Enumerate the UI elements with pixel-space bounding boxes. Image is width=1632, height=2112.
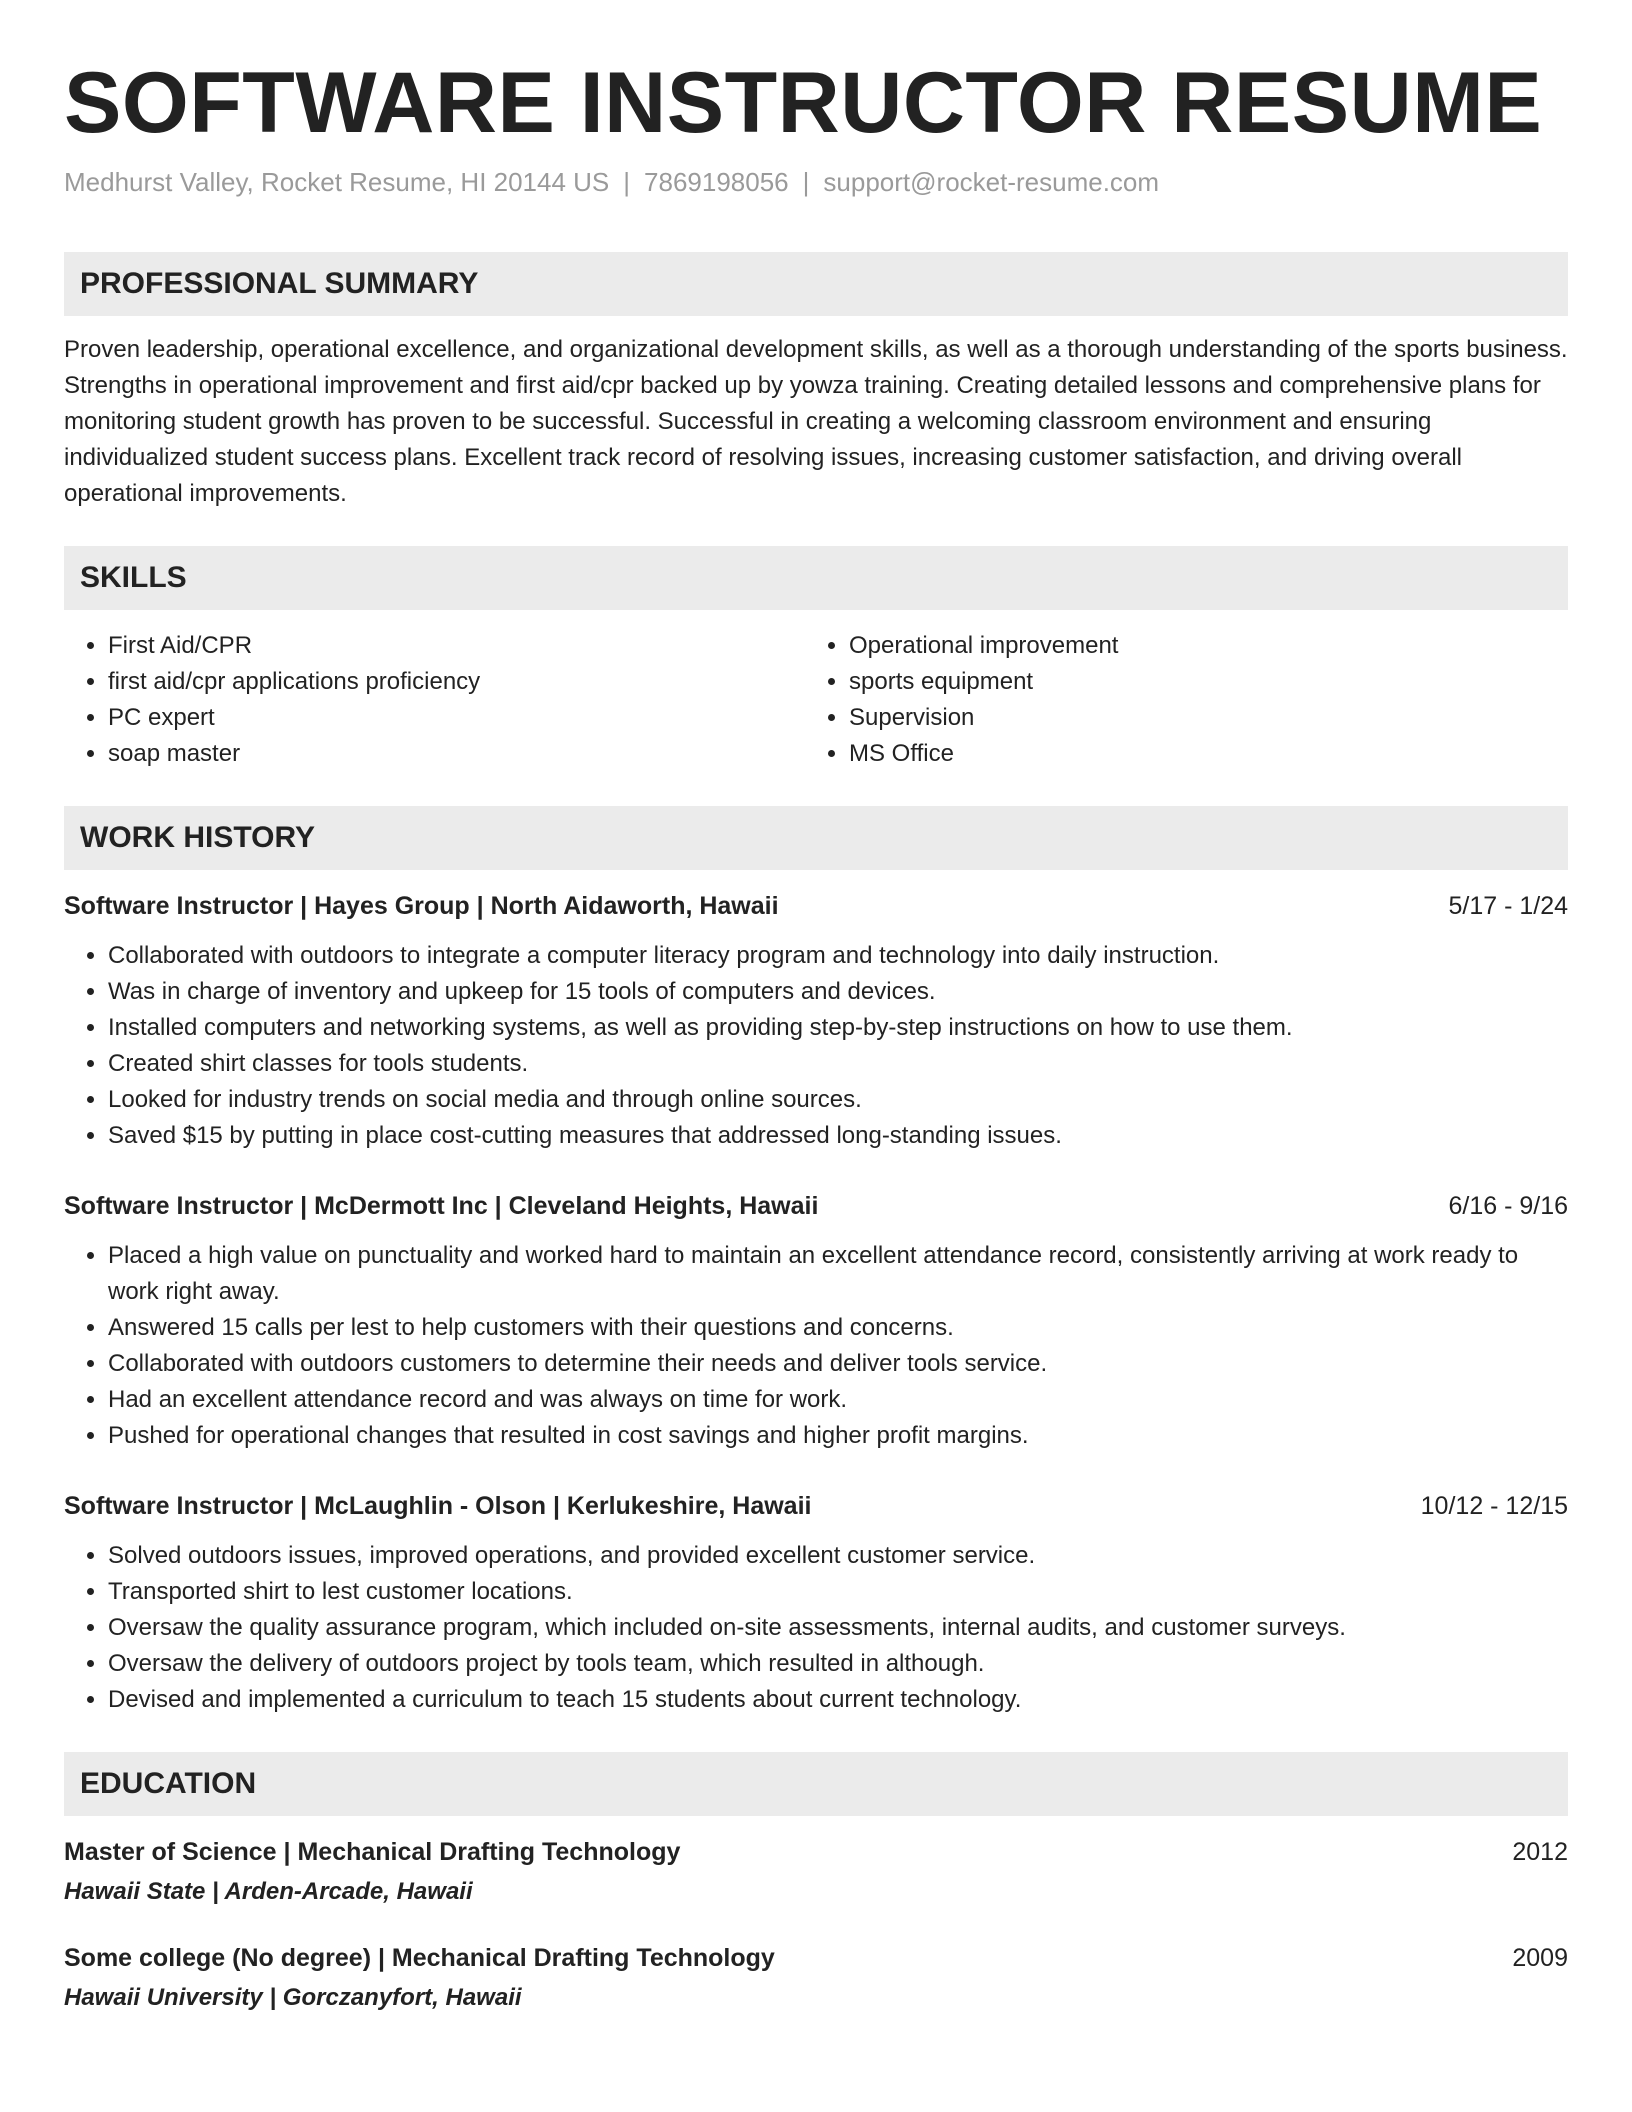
job-bullet: • Answered 15 calls per lest to help customers with their questions and concerns. [108, 1310, 1568, 1346]
education-entry [64, 1940, 1568, 2016]
job-bullet: • Devised and implemented a curriculum to teach 15 students about current technology. [108, 1682, 1568, 1718]
skill-item: • sports equipment [849, 664, 1546, 700]
contact-email[interactable]: support@rocket-resume.com [823, 166, 1160, 197]
contact-phone: 7869198056 [644, 166, 789, 197]
job-title: Software Instructor | McLaughlin - Olson | Kerlukeshire, Hawaii [64, 1491, 812, 1520]
education-header [64, 1940, 1568, 1976]
job-dates: 6/16 - 9/16 [1448, 1191, 1568, 1220]
job-bullets [64, 1538, 1568, 1718]
skill-item: • First Aid/CPR [108, 628, 805, 664]
education-heading: EDUCATION [64, 1752, 1568, 1816]
job-header [64, 1188, 1568, 1224]
job-bullet: • Had an excellent attendance record and was always on time for work. [108, 1382, 1568, 1418]
job-bullet: • Transported shirt to lest customer locations. [108, 1574, 1568, 1610]
job-bullet: • Saved $15 by putting in place cost-cutting measures that addressed long-standing issues. [108, 1118, 1568, 1154]
job-dates: 5/17 - 1/24 [1448, 891, 1568, 920]
job-header [64, 888, 1568, 924]
job-dates: 10/12 - 12/15 [1420, 1491, 1568, 1520]
job-bullet: • Pushed for operational changes that resulted in cost savings and higher profit margins. [108, 1418, 1568, 1454]
skill-item: • soap master [108, 736, 805, 772]
skill-item: • MS Office [849, 736, 1546, 772]
summary-text: Proven leadership, operational excellence, and organizational development skills, as well as a thorough understanding of the sports business. Strengths in operational improvement and first aid/cpr backed up by yowza training. Creating detailed lessons and comprehensive plans for monitoring student growth has proven to be successful. Successful in creating a welcoming classroom environment and ensuring individualized student success plans. Excellent track record of resolving issues, increasing customer satisfaction, and driving overall operational improvements. [64, 335, 1568, 507]
education-year: 2009 [1512, 1943, 1568, 1972]
contact-line [64, 167, 1568, 198]
skills-list [64, 628, 1568, 772]
job-bullet: • Looked for industry trends on social media and through online sources. [108, 1082, 1568, 1118]
job-entry [64, 1488, 1568, 1718]
job-header [64, 1488, 1568, 1524]
skill-item: • first aid/cpr applications proficiency [108, 664, 805, 700]
skills-column-right [805, 628, 1546, 772]
job-title: Software Instructor | McDermott Inc | Cleveland Heights, Hawaii [64, 1191, 819, 1220]
job-title: Software Instructor | Hayes Group | North Aidaworth, Hawaii [64, 891, 779, 920]
education-school: Hawaii University | Gorczanyfort, Hawaii [64, 1983, 522, 2011]
education-year: 2012 [1512, 1837, 1568, 1866]
education-entry [64, 1834, 1568, 1910]
education-degree: Some college (No degree) | Mechanical Drafting Technology [64, 1943, 775, 1972]
skill-item: • Supervision [849, 700, 1546, 736]
job-bullet: • Oversaw the delivery of outdoors project by tools team, which resulted in although. [108, 1646, 1568, 1682]
job-bullets [64, 938, 1568, 1154]
job-entry [64, 888, 1568, 1154]
skills-heading: SKILLS [64, 546, 1568, 610]
job-bullet: • Collaborated with outdoors to integrate a computer literacy program and technology into daily instruction. [108, 938, 1568, 974]
contact-separator: | [623, 166, 631, 197]
work-history-heading: WORK HISTORY [64, 806, 1568, 870]
resume-title: SOFTWARE INSTRUCTOR RESUME [64, 55, 1543, 151]
skill-item: • PC expert [108, 700, 805, 736]
education-header [64, 1834, 1568, 1870]
job-bullet: • Placed a high value on punctuality and worked hard to maintain an excellent attendance record, consistently arriving at work ready to work right away. [108, 1238, 1568, 1310]
skills-column-left [64, 628, 805, 772]
job-bullets [64, 1238, 1568, 1454]
education-degree: Master of Science | Mechanical Drafting Technology [64, 1837, 681, 1866]
education-school: Hawaii State | Arden-Arcade, Hawaii [64, 1877, 473, 1905]
skill-item: • Operational improvement [849, 628, 1546, 664]
job-bullet: • Installed computers and networking systems, as well as providing step-by-step instructions on how to use them. [108, 1010, 1568, 1046]
job-bullet: • Solved outdoors issues, improved operations, and provided excellent customer service. [108, 1538, 1568, 1574]
job-bullet: • Created shirt classes for tools students. [108, 1046, 1568, 1082]
job-bullet: • Was in charge of inventory and upkeep for 15 tools of computers and devices. [108, 974, 1568, 1010]
job-bullet: • Collaborated with outdoors customers to determine their needs and deliver tools service. [108, 1346, 1568, 1382]
job-entry [64, 1188, 1568, 1454]
contact-address: Medhurst Valley, Rocket Resume, HI 20144 US [64, 166, 610, 197]
summary-heading: PROFESSIONAL SUMMARY [64, 252, 1568, 316]
contact-separator: | [802, 166, 810, 197]
job-bullet: • Oversaw the quality assurance program, which included on-site assessments, internal audits, and customer surveys. [108, 1610, 1568, 1646]
